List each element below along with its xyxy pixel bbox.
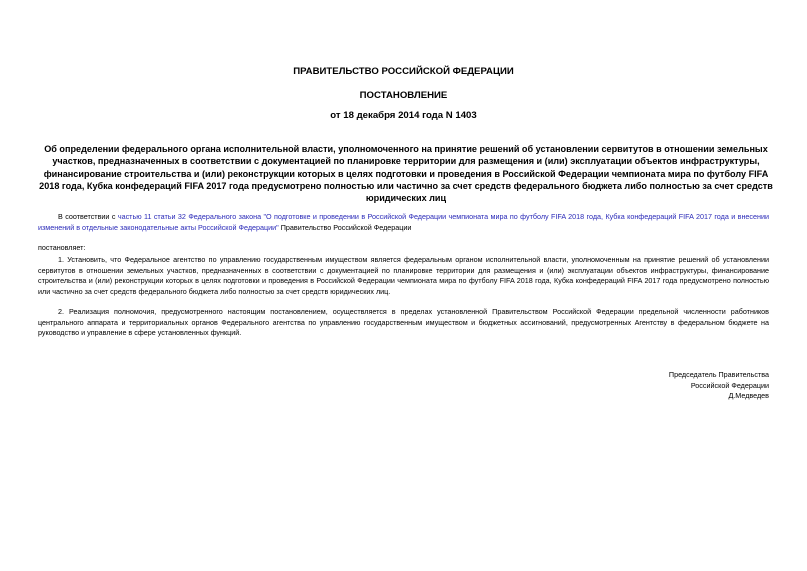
document-date-number: от 18 декабря 2014 года N 1403	[330, 110, 477, 121]
document-title: Об определении федерального органа исполнительной власти, уполномоченного на принятие решений об установлении сервитутов в отношении земельных участков, предназначенных в соответствии с документацией по планировке территории для размещения и (или) эксплуатации объектов инфраструктуры, финансирование строительства и (или) реконструкции которых в целях подготовки и проведения в Российской Федерации чемпионата мира по футболу FIFA 2018 года, Кубка конфедераций FIFA 2017 года предусмотрено полностью или частично за счет средств федерального бюджета либо полностью за счет средств юридических лиц	[39, 144, 773, 204]
article-link[interactable]: частью 11 статьи 32	[117, 212, 186, 221]
government-heading: ПРАВИТЕЛЬСТВО РОССИЙСКОЙ ФЕДЕРАЦИИ	[293, 66, 514, 77]
decree-item-text: 2. Реализация полномочия, предусмотренного настоящим постановлением, осуществляется в пределах установленной Правительством Российской Федерации предельной численности работников центрального аппарата и территориальных органов Федерального агентства по управлению государственным имуществом и бюджетных ассигнований, предусмотренных Агентству в федеральном бюджете на руководство и управление в сфере установленных функций.	[38, 307, 769, 338]
federal-law-link[interactable]: Федерального закона "О подготовке и проведении в Российской Федерации чемпионата мира по футболу FIFA 2018 года, Кубка конфедераций FIFA 2017 года и внесении изменений в отдельные законодательные акты Российской Федерации"	[38, 212, 770, 232]
resolves-label: постановляет:	[38, 243, 86, 252]
preamble-before-text: В соответствии с	[58, 212, 118, 221]
signatory-name: Д.Медведев	[728, 391, 769, 401]
preamble-paragraph	[38, 212, 769, 233]
decree-item-1	[38, 255, 769, 297]
document-type-heading: ПОСТАНОВЛЕНИЕ	[359, 90, 448, 101]
signatory-position-line-2: Российской Федерации	[690, 380, 769, 390]
signature-block	[669, 370, 769, 402]
signatory-position-line-1: Председатель Правительства	[668, 370, 769, 379]
decree-item-text: 1. Установить, что Федеральное агентство по управлению государственным имуществом является федеральным органом исполнительной власти, уполномоченным на принятие решений об установлении сервитутов в отношении земельных участков, предназначенных в соответствии с документацией по планировке территории для размещения и (или) эксплуатации объектов инфраструктуры, финансирование строительства и (или) реконструкции которых в целях подготовки и проведения в Российской Федерации чемпионата мира по футболу FIFA 2018 года, Кубка конфедераций FIFA 2017 года предусмотрено полностью или частично за счет средств федерального бюджета либо полностью за счет средств юридических лиц.	[38, 255, 769, 296]
decree-item-2	[38, 307, 769, 339]
preamble-after-text: Правительство Российской Федерации	[278, 222, 412, 232]
